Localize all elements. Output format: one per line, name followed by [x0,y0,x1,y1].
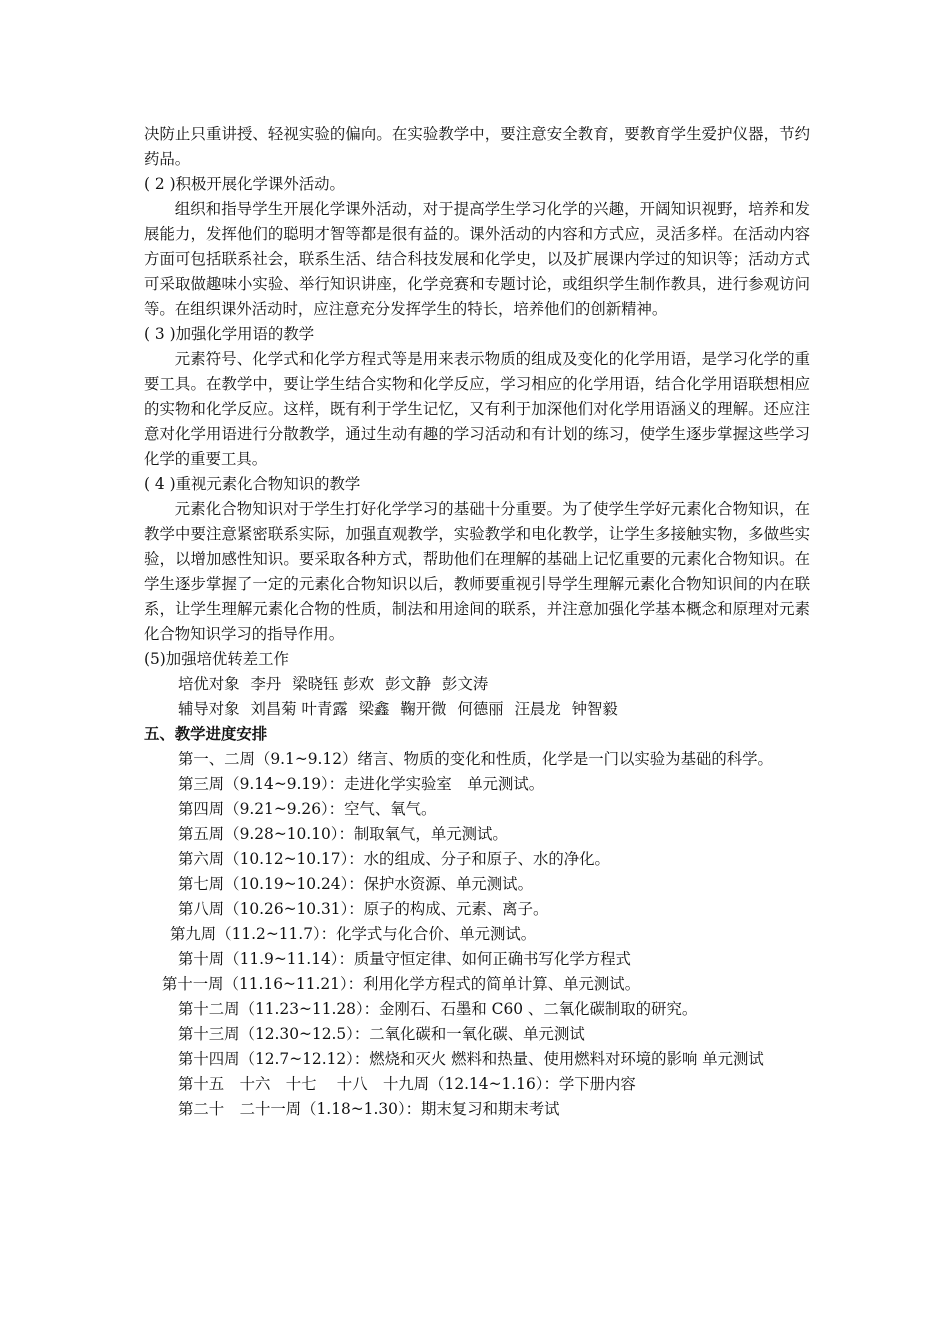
student-name: 彭文涛 [442,675,489,693]
student-name: 梁鑫 [358,700,390,718]
student-name: 彭文静 [384,675,432,693]
document-page [144,122,810,1122]
schedule-item: 第四周（9.21~9.26）：空气、氧气。 [178,800,437,818]
schedule-item: 第七周（10.19~10.24）：保护水资源、单元测试。 [178,875,533,893]
schedule-item: 第九周（11.2~11.7）：化学式与化合价、单元测试。 [170,925,537,943]
section-title-schedule: 五、教学进度安排 [144,725,268,743]
schedule-item: 第三周（9.14~9.19）：走进化学实验室 单元测试。 [178,775,545,793]
student-name: 钟智毅 [571,700,618,718]
gifted-students-line [144,672,810,697]
schedule-item: 第八周（10.26~10.31）：原子的构成、元素、离子。 [178,900,549,918]
schedule-item: 第十五 十六 十七 十八 十九周（12.14~1.16）：学下册内容 [178,1075,636,1093]
schedule-item: 第一、二周（9.1~9.12）绪言、物质的变化和性质，化学是一门以实验为基础的科学。 [178,750,773,768]
schedule-item: 第五周（9.28~10.10）：制取氧气，单元测试。 [178,825,508,843]
student-name: 刘昌菊 叶青露 [250,700,348,718]
paragraph-chemical-language: 元素符号、化学式和化学方程式等是用来表示物质的组成及变化的化学用语，是学习化学的重要工具。在教学中，要让学生结合实物和化学反应，学习相应的化学用语，结合化学用语联想相应的实物和化学反应。这样，既有利于学生记忆，又有利于加深他们对化学用语涵义的理解。还应注意对化学用语进行分散教学，通过生动有趣的学习活动和有计划的练习，使学生逐步掌握这些学习化学的重要工具。 [144,350,810,468]
schedule-item: 第十二周（11.23~11.28）：金刚石、石墨和 C60 、二氧化碳制取的研究。 [178,1000,698,1018]
tutor-students-line [144,697,810,722]
student-name: 梁晓钰 彭欢 [292,675,375,693]
paragraph-continuation: 决防止只重讲授、轻视实验的偏向。在实验教学中，要注意安全教育，要教育学生爱护仪器，节约药品。 [144,125,810,168]
schedule-item: 第十周（11.9~11.14）：质量守恒定律、如何正确书写化学方程式 [178,950,631,968]
schedule-item: 第二十 二十一周（1.18~1.30）：期末复习和期末考试 [178,1100,560,1118]
paragraph-element-compounds: 元素化合物知识对于学生打好化学学习的基础十分重要。为了使学生学好元素化合物知识，在教学中要注意紧密联系实际，加强直观教学，实验教学和电化教学，让学生多接触实物，多做些实验，以增加感性知识。要采取各种方式，帮助他们在理解的基础上记忆重要的元素化合物知识。在学生逐步掌握了一定的元素化合物知识以后，教师要重视引导学生理解元素化合物知识间的内在联系，让学生理解元素化合物的性质，制法和用途间的联系，并注意加强化学基本概念和原理对元素化合物知识学习的指导作用。 [144,500,810,643]
student-name: 何德丽 [457,700,504,718]
schedule-item: 第十三周（12.30~12.5）：二氧化碳和一氧化碳、单元测试 [178,1025,585,1043]
student-name: 鞠开微 [400,700,447,718]
gifted-label: 培优对象 [178,675,240,693]
subheading-gifted-tutoring: (5)加强培优转差工作 [144,650,289,668]
schedule-item: 第十四周（12.7~12.12）：燃烧和灭火 燃料和热量、使用燃料对环境的影响 单元测试 [178,1050,764,1068]
tutor-label: 辅导对象 [178,700,240,718]
schedule-item: 第六周（10.12~10.17）：水的组成、分子和原子、水的净化。 [178,850,610,868]
subheading-chemical-language: ( 3 )加强化学用语的教学 [144,325,315,343]
student-name: 汪晨龙 [514,700,561,718]
paragraph-extracurricular: 组织和指导学生开展化学课外活动，对于提高学生学习化学的兴趣，开阔知识视野，培养和发展能力，发挥他们的聪明才智等都是很有益的。课外活动的内容和方式应，灵活多样。在活动内容方面可包括联系社会，联系生活、结合科技发展和化学史，以及扩展课内学过的知识等；活动方式可采取做趣味小实验、举行知识讲座，化学竞赛和专题讨论，或组织学生制作教具，进行参观访问等。在组织课外活动时，应注意充分发挥学生的特长，培养他们的创新精神。 [144,200,810,318]
subheading-extracurricular: ( 2 )积极开展化学课外活动。 [144,175,345,193]
subheading-element-compounds: ( 4 )重视元素化合物知识的教学 [144,475,361,493]
schedule-item: 第十一周（11.16~11.21）：利用化学方程式的简单计算、单元测试。 [162,975,641,993]
student-name: 李丹 [250,675,282,693]
